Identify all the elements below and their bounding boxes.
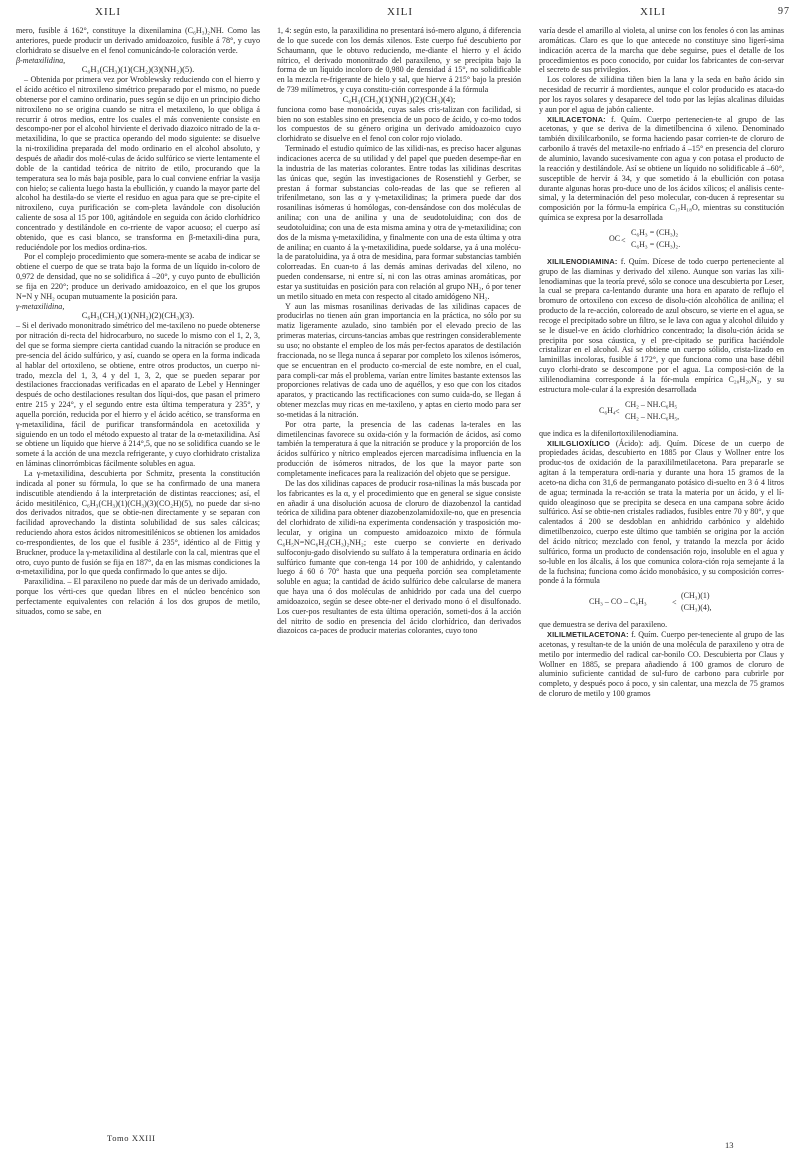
formula-part: CH₃ – CO – C₆H₃ bbox=[589, 597, 647, 607]
entry-definition: f. Quím. Dícese de todo cuerpo perteneciente al grupo de las diaminas y derivado del xileno. Aunque son varias las xili-lenodiaminas que la teoría prevé, sólo se conoce una descubierta por Leser, la cual se prepara ca-lentando durante una hora en aparato de reflujo el bromuro de ortoxileno con exceso de disolu-ción alcohólica de anilina; el producto de la re-acción, coloreado de azul obscuro, se vierte en el agua, se recoge el precipitado sobre un filtro, se le lava con agua y alcohol diluido y se le disuel-ve en ácido clorhídrico concentrado; la disolu-ción ácida se precipita por sosa cáustica, y el pre-cipitado se purifica haciéndole cristalizar en el alcohol. Así se obtiene un cuerpo sólido, crista-lizado en laminillas incoloras, fusible á 172°, y que funciona como una base débil cuyo clorhi-drato se descompone por el agua. La composi-ción de la xililenodiamina corresponde á la fór-mula empírica C₂₀H₂₀N₂, y su estructura mole-cular á la expresión desarrollada bbox=[539, 256, 784, 394]
paragraph: – Obtenida por primera vez por Wroblewsky reduciendo con el hierro y el ácido acético el nitroxileno simétrico preparado por el mismo, no puede obtenerse por el camino ordinario, pues según se dijo en un principio dicho nitroxileno no se origina cuando se nitra el metaxileno, lo que obliga á recurrir á otros medios, entre los cuales el más conveniente consiste en descompo-ner por el alcohol hirviente el derivado diazoico nitrado de la α-metaxilidina, lo que se practica operando del modo siguiente: se disuelve la ni-troxilidina preparada del modo ordinario en el alcohol absoluto, y después de añadir dos molé-culas de ácido sulfúrico se vierte lentamente el doble de la cantidad teórica de nitrito de etilo, procurando que la temperatura sea lo más baja posible, para lo cual conviene enfriar la vasija con hielo; se calienta luego hasta la ebullición, y cuando la mayor parte del alcohol ha destila-do se vierte el residuo en agua para que se pre-cipite el nitroxileno, cuya purificación se com-pleta lavándole con disolución caliente de sosa al 15 por 100, agitándole en seguida con ácido clorhídrico concentrado y destilándole en co-rriente de vapor acuoso; el cuerpo así obtenido, que es casi blanco, se transforma en β-metaxili-dina pura, reduciéndole por los medios ordina-rios. bbox=[16, 75, 260, 252]
entry-definition: f. Quím. Cuerpo pertenecien-te al grupo de las acetonas, y que se deriva de la dimetilbencina ó xileno. Denominado también dixililcarbonilo, se forma haciendo pasar corrien-te de cloruro de carbonilo á través del metaxile-no enfriado á –15° en presencia del cloruro de aluminio, lavando sucesivamente con agua y con potasa el producto de la reacción y destilándole. Así se obtiene un líquido no solidificable á –60°, susceptible de hervir á 34, y que sometido á la ebullición con potasa durante algunas horas pro-duce uno de los ácidos xílicos; el análisis cente-simal, y la determinación del peso molecular, con-ducen á representar su composición por la fórmu-la empírica C₁₇H₁₈O, mientras su constitución química se expresa por la desarrollada bbox=[539, 114, 784, 223]
paragraph: De las dos xilidinas capaces de producir rosa-nilinas la más buscada por los fabricantes es la α, y el procedimiento que en general se sigue consiste en añadir á una disolución acuosa de cloruro de diazobenzol la cantidad teórica de xilidina para obtener diazobenzolamidoxile-no, que en presencia del clorhidrato de xilidi-na experimenta condensación y trasposición mo-lecular, y origina un compuesto amidoazoico mixto de fórmula C₆H₅N=NC₆H₂(CH₃)₂NH₂; este cuerpo se convierte en derivado sulfoconju-gado disolviendo su sulfato á la temperatura ordinaria en ácido sulfúrico fumante que con-tenga 14 por 100 de anhidrido, y calentando luego á 60 ó 70° hasta que una pequeña porción sea completamente soluble en agua; la cantidad de ácido sulfúrico debe calcularse de manera que haya una ó dos moléculas de anhidrido por cada una del cuerpo amidoazoico, según se desee obte-ner el derivado mono ó el disulfonado. Los cuer-pos resultantes de esta última operación, someti-dos á la acción del nitrito de sodio en presencia del ácido clorhídrico, dan derivados diazoicos ca-paces de producir materias colorantes, cuyo tono bbox=[277, 478, 521, 636]
formula-part: C₆H₄ bbox=[599, 405, 616, 415]
paragraph: mero, fusible á 162°, constituye la dixenilamina (C₆H₃)₂NH. Como las anteriores, puede producir un derivado amidoazoico, fusible á 78°, y cuyo clorhidrato se disuelve en el fenol comunicándo-le coloración verde. bbox=[16, 26, 260, 55]
paragraph: – Si el derivado mononitrado simétrico del me-taxileno no puede obtenerse por nitración di-recta del hidrocarburo, no sucede lo mismo con el 1, 2, 3, del que se forma siempre cierta cantidad cuando la nitración se produce en pre-sencia del ácido sulfúrico, y así, cuando se opera en la forma indicada al hablar del ortoxileno, se obtiene, entre otros productos, un cuerpo ni-trado, mezcla del 1, 3, 4 y del 1, 3, 2, que se pueden separar por destilaciones fraccionadas verificadas en el aparato de Lebel y Henninger después de ocho destilaciones resultan dos líqui-dos, que pasan el primero entre 215 y 224°, y el segundo entre esta última temperatura y 235°, y aquella porción, reducida por el hierro y el ácido acético, se transforma en γ-metaxilidina, fácil de purificar transformándola en acetoxilida y siguiendo en un todo el método expuesto al tratar de la α-metaxilidina. Así se obtiene un líquido que hierve á 214°,5, que no se solidifica cuando se le somete á la acción de una mezcla refrigerante, y cuyo clorhidrato cristaliza en láminas clinorrómbicas fácilmente solubles en agua. bbox=[16, 321, 260, 469]
structural-formula: CH₃ – CO – C₆H₃ < (CH₃)(1) (CH₃)(4), bbox=[589, 591, 712, 613]
text-column-2 bbox=[277, 26, 521, 636]
dictionary-entry-xililenodiamina bbox=[539, 257, 784, 395]
paragraph: 1, 4: según esto, la paraxilidina no presentará isó-mero alguno, á diferencia de lo que sucede con los demás xilenos. Este cuerpo fué descubierto por Schaumann, que le obtuvo reduciendo, me-diante el hierro y el ácido nítrico, el derivado mononitrado del paraxileno, y se precipita bajo la forma de un líquido incoloro de 0,980 de densidad á 15°, no solidificable en la mezcla re-frigerante de hielo y sal, que hierve á 215° bajo la presión de 739 milímetros, y cuya constitu-ción corresponde á la fórmula bbox=[277, 26, 521, 95]
entry-headword: XILILMETILACETONA: bbox=[547, 630, 629, 640]
signature-mark: 13 bbox=[725, 1140, 734, 1150]
paragraph: Y aun las mismas rosanilinas derivadas de las xilidinas capaces de producirlas no tienen aún gran importancia en la práctica, no sólo por su matiz ligeramente azulado, sino también por el elevado precio de las primeras materias, circuns-tancias ambas que restringen considerablemente su uso; no obstante el empleo de los más per-fectos aparatos de destilación fraccionada, no se llega nunca á separar por completo los xilenos isómeros, que se encuentran en el producto co-mercial de este nombre, en el cual, para compli-car más el problema, varían entre límites bastante extensos las proporciones relativas de cada uno de aquéllos, y eso que con los citados aparatos, y practicando las rectificaciones con sumo cuida-do, se llegan á obtener mezclas muy ricas en me-taxileno, y aptas en cierto modo para ser so-metidas á la nitración. bbox=[277, 301, 521, 419]
entry-headword: XILILGLIOXÍLICO bbox=[547, 438, 610, 448]
formula-part: (CH₃)(1) bbox=[681, 591, 710, 601]
header-right-word: XILI bbox=[640, 6, 666, 18]
paragraph: Por el complejo procedimiento que somera-mente se acaba de indicar se obtiene el cuerpo de que se trata bajo la forma de un líquido in-coloro de 0,972 de densidad, que no se solidifica á –20°, y cuyo punto de ebullición se fija en 220°; produce un derivado amidoazoico, en el que los grupos N=N y NH₂ ocupan mutuamente la posición para. bbox=[16, 252, 260, 301]
formula-part: CH₂ – NH.C₆H₅, bbox=[625, 411, 680, 421]
subentry-heading: γ-metaxilidina, bbox=[16, 301, 65, 311]
entry-definition: (Ácido): adj. Quím. Dícese de un cuerpo de propiedades ácidas, descubierto en 1885 por Claus y Wollner entre los produc-tos de oxidación de la paraxililmetilacetona. Para prepararle se agitan á la temperatura ordi-naria y durante una hora 15 gramos de la aceto-na dicha con 31,6 de permanganato potásico di-suelto en 3 ó 4 litros de agua; terminada la re-acción se trata la materia por un ácido, y el lí-quido oleaginoso que se precipita se deseca en una campana sobre ácido sulfúrico. Así se obtie-nen cristales radiados, fusibles entre 70 y 80°, y que calentados á 200 se desdoblan en anhidrido carbónico y aldehido dimetilbenzoico, cuerpo este último que también se origina por la acción del ácido nítrico; mezclado con fenol, y tratando la mezcla por ácido sulfúrico, forma un producto de condensación rojo, insoluble en el agua y so-luble en los álcalis, á los que comunica colora-ción roja semejante á la de la fuchsina; funciona como ácido monobásico, y su composición corres-ponde á la fórmula bbox=[539, 438, 784, 586]
entry-headword: XILILACETONA: bbox=[547, 114, 606, 124]
volume-label: Tomo XXIII bbox=[107, 1133, 156, 1143]
header-left-word: XILI bbox=[95, 6, 121, 18]
formula-part: CH₂ – NH.C₆H₅ bbox=[625, 399, 678, 409]
formula-part: C₆H₃ = (CH₃)₂. bbox=[631, 239, 681, 249]
structural-formula: OC < C₆H₃ = (CH₃)₂ C₆H₃ = (CH₃)₂. bbox=[609, 227, 681, 249]
paragraph: Terminado el estudio químico de las xilidi-nas, es preciso hacer algunas indicaciones acerca de su utilidad y del papel que pueden desempe-ñar en la industria de las materias colorantes. Entre todas las xilidinas descritas las únicas que, según las investigaciones de Rosenstiehl y Gerber, se prestan á formar substancias colo-readas de las que se refieren al trifenilmetano, son las α y γ-metaxilidinas; la primera puede dar dos rosanilinas isómeras ú homólogas, con-densándose con dos moléculas de anilina; con una de anilina y una de seudotoluidina; con dos de seudotoluidina; con una de esta misma amina y otra de γ-metaxilidina; con dos de la misma γ-metaxilidina, y finalmente con una de esta última y otra de anilina; en cuanto á la γ-metaxilidina, puede soldarse, ya á una molécu-la de paratoluidina, ya á otra de mesidina, para formar substancias también colorreadas. En cuan-to á las demás aminas derivadas del xileno, no pueden condensarse, ni entre sí, ni con las otras aminas aromáticas, por estar ya sustituidas en posición para con relación al grupo NH₂, ó por tener un metilo situado en meta con respecto al citado amidógeno NH₂. bbox=[277, 144, 521, 301]
paragraph: varía desde el amarillo al violeta, al unirse con los fenoles ó con las aminas aromáticas. Claro es que lo que antecede no constituye sino ligerí-sima indicación acerca de la marcha que debe seguirse, pues el detalle de los procedimientos es poco conocido, por cuidar los fabricantes de con-servar el secreto de sus privilegios. bbox=[539, 26, 784, 75]
dictionary-entry-xililacetona bbox=[539, 115, 784, 223]
paragraph: que demuestra se deriva del paraxileno. bbox=[539, 620, 668, 630]
paragraph: Por otra parte, la presencia de las cadenas la-terales en las dimetilencinas favorece su oxida-ción y la formación de ácidos, así como también la temperatura á que la nitración se produce y la proporción de los ácidos sulfúrico y nítrico empleados ejercen marcadísima influencia en la producción de isómeros nitrados, de los que la mayor parte son completamente ineficaces para la realización del objeto que se persigue. bbox=[277, 419, 521, 478]
paragraph: Paraxilidina. – El paraxileno no puede dar más de un derivado amidado, porque los vérti-ces que quedan libres en el núcleo bencénico son perfectamente equivalentes con relación á los dos grupos de metilo, situados, como se sabe, en bbox=[16, 577, 260, 616]
formula-part: (CH₃)(4), bbox=[681, 603, 712, 613]
chemical-formula: C₆H₃(CH₃)(1)(NH₂)(2)(CH₃)(3). bbox=[81, 310, 195, 321]
text-column-1 bbox=[16, 26, 260, 617]
text-column-3 bbox=[539, 26, 784, 699]
header-middle-word: XILI bbox=[387, 6, 413, 18]
page-number: 97 bbox=[778, 6, 790, 17]
structural-formula: C₆H₄ < CH₂ – NH.C₆H₅ CH₂ – NH.C₆H₅, bbox=[599, 399, 680, 421]
dictionary-entry-xililmetilacetona bbox=[539, 630, 784, 699]
entry-headword: XILILENODIAMINA: bbox=[547, 256, 618, 266]
formula-part: C₆H₃ = (CH₃)₂ bbox=[631, 227, 679, 237]
entry-definition: f. Quím. Cuerpo per-teneciente al grupo de las acetonas, y resultan-te de la unión de una molécula de paraxileno y otra de metilo por intermedio del radical car-bonilo CO. Descubierta por Claus y Wollner en 1885, se prepara añadiendo á 100 gramos de cloruro de aluminio suficiente cantidad de sul-furo de carbono para cubrirle por completo, y después poco á poco, y sin calentar, una mezcla de 75 gramos de cloruro de metilo y 100 gramos bbox=[539, 630, 784, 699]
paragraph: Los colores de xilidina tiñen bien la lana y la seda en baño ácido sin necesidad de recurrir á mordientes, aunque el color producido es ataca-do por los rayos solares y desaparece del todo por las lejías alcalinas diluidas y aun por el agua de jabón caliente. bbox=[539, 75, 784, 114]
paragraph: funciona como base monoácida, cuyas sales cris-talizan con facilidad, si bien no son estables sino en presencia de un poco de ácido, y co-mo todos los compuestos de su género origina un derivado amidoazoico cuyo clorhidrato se disuelve en el fenol con color rojo violado. bbox=[277, 104, 521, 144]
paragraph: La γ-metaxilidina, descubierta por Schmitz, presenta la constitución indicada al poner su fórmula, lo que se ha confirmado de una manera indiscutible atendiendo á la interpretación de distintas reacciones; así, el ácido mesitilénico, C₆H₃(CH₃)(1)(CH₃)(3)(CO₂H)(5), no puede dar si-no dos derivados nitrados, que se obtie-nen directamente y se separan con facilidad aprovechando la distinta solubilidad de sus sales cálcicas; reduciendo ahora estos ácidos nitromesitilénicos se obtienen los amidados co-rrespondientes, de los que el fusible á 235°, idéntico al de Fittig y Bruckner, produce la γ-metaxilidina al destilarle con la cal, mientras que el otro, cuyo punto de fusión se fija en 187°, da en las mismas condiciones la α-metaxilidina, por lo que queda confirmado lo que antes se dijo. bbox=[16, 468, 260, 577]
formula-part: OC bbox=[609, 233, 621, 243]
chemical-formula: C₆H₃(CH₃)(1)(CH₂)(3)(NH₂)(5). bbox=[81, 64, 195, 75]
paragraph: que indica es la difenilortoxililenodiamina. bbox=[539, 428, 679, 438]
subentry-heading: β-metaxilidina, bbox=[16, 55, 66, 65]
dictionary-entry-xililglioxilico bbox=[539, 439, 784, 587]
chemical-formula: C₆H₃(CH₃)(1)(NH₂)(2)(CH₃)(4); bbox=[342, 93, 456, 104]
running-header bbox=[0, 6, 801, 22]
